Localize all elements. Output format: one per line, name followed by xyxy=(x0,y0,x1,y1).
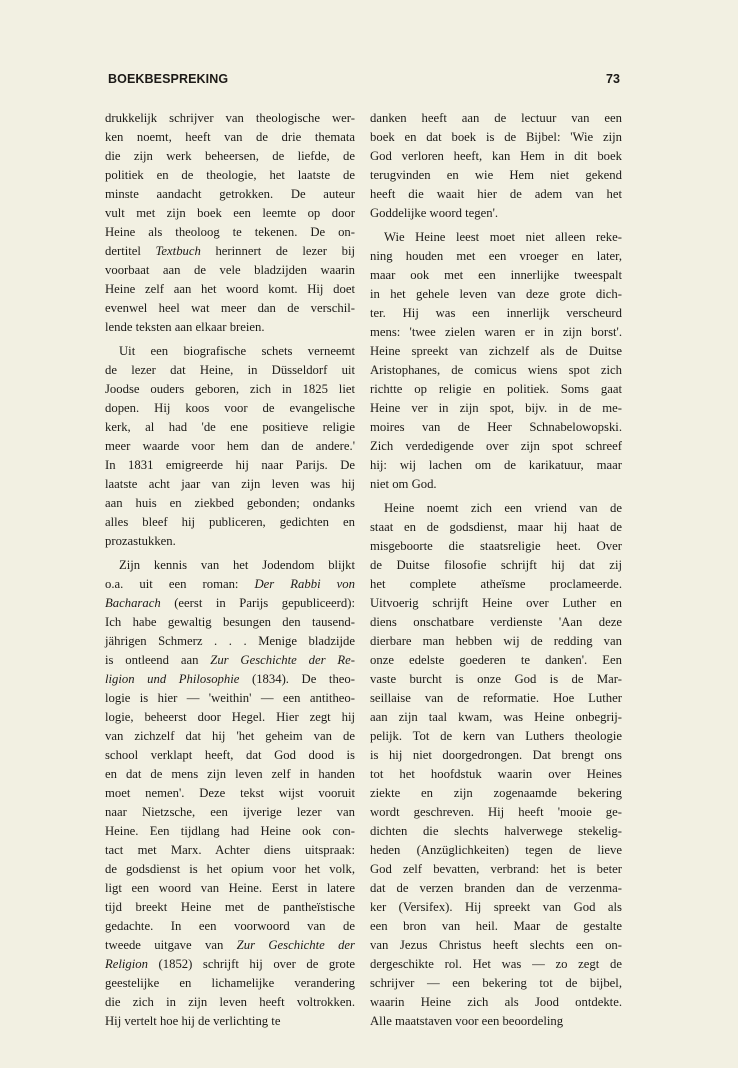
text-line: Heine als theoloog te tekenen. De on- xyxy=(105,225,355,239)
text-line: God zelf bevatten, verbrand: het is beter xyxy=(370,862,622,876)
text-line: is hij niet doorgedrongen. Dat brengt ons xyxy=(370,748,622,762)
text-line: onze edelste goederen te danken'. Een xyxy=(370,653,622,667)
text-line: wordt geschreven. Hij heeft 'mooie ge- xyxy=(370,805,622,819)
text-line: van Jezus Christus heeft slechts een on- xyxy=(370,938,622,952)
text-line: Alle maatstaven voor een beoordeling xyxy=(370,1014,564,1028)
text-line: ken noemt, heeft van de drie themata xyxy=(105,130,355,144)
text-line: logie is hier — 'weithin' — een antitheo- xyxy=(105,691,355,705)
text-line: kerk, al had 'de ene positieve religie xyxy=(105,420,355,434)
text-line: aan zijn taal kwam, was Heine onbegrij- xyxy=(370,710,622,724)
text-line: evenwel heel wat meer dan de verschil- xyxy=(105,301,355,315)
text-line: dat de verzen branden dan de verzenma- xyxy=(370,881,622,895)
text-line: diens onschatbare verdienste 'Aan deze xyxy=(370,615,622,629)
text-line: de Duitse filosofie schrijft hij dat zij xyxy=(370,558,622,572)
text-line: danken heeft aan de lectuur van een xyxy=(370,111,622,125)
text-line: Religion (1852) schrijft hij over de grote xyxy=(105,957,355,971)
text-line: Ich habe gewaltig besungen den tausend- xyxy=(105,615,355,629)
text-line: ligion und Philosophie (1834). De theo- xyxy=(105,672,355,686)
text-line: ter. Hij was een innerlijk verscheurd xyxy=(370,306,622,320)
text-line: tact met Marx. Achter diens uitspraak: xyxy=(105,843,355,857)
text-line: Zich verdedigende over zijn spot schreef xyxy=(370,439,622,453)
text-line: voorbaat aan de vele bladzijden waarin xyxy=(105,263,355,277)
text-line: alles bleef hij publiceren, gedichten en xyxy=(105,515,355,529)
text-line: naar Nietzsche, een ijverige lezer van xyxy=(105,805,355,819)
text-line: Aristophanes, de comicus wiens spot zich xyxy=(370,363,622,377)
text-line: tot het hoofdstuk waarin over Heines xyxy=(370,767,622,781)
text-line: dertitel Textbuch herinnert de lezer bij xyxy=(105,244,355,258)
text-line: vaste burcht is onze God is de Mar- xyxy=(370,672,622,686)
text-line: Heine noemt zich een vriend van de xyxy=(384,501,622,515)
text-line: Bacharach (eerst in Parijs gepubliceerd): xyxy=(105,596,355,610)
text-line: Zijn kennis van het Jodendom blijkt xyxy=(119,558,355,572)
text-line: dichten die slechts halverwege stekelig- xyxy=(370,824,622,838)
text-line: prozastukken. xyxy=(105,534,176,548)
text-line: die zich in zijn leven heeft voltrokken. xyxy=(105,995,355,1009)
text-line: geestelijke en lichamelijke verandering xyxy=(105,976,355,990)
text-line: Heine ver in zijn spot, bijv. in de me- xyxy=(370,401,622,415)
text-line: staat en de godsdienst, maar hij haat de xyxy=(370,520,622,534)
text-line: de lezer dat Heine, in Düsseldorf uit xyxy=(105,363,355,377)
text-line: ker (Versifex). Hij spreekt van God als xyxy=(370,900,622,914)
text-line: richtte op religie en politiek. Soms gaat xyxy=(370,382,622,396)
text-line: Heine spreekt van zichzelf als de Duitse xyxy=(370,344,622,358)
text-line: laatste acht jaar van zijn leven was hij xyxy=(105,477,355,491)
text-line: een bron van heil. Maar de gestalte xyxy=(370,919,622,933)
text-line: dopen. Hij koos voor de evangelische xyxy=(105,401,355,415)
text-line: Heine zelf aan het woord komt. Hij doet xyxy=(105,282,355,296)
text-line: ligt een woord van Heine. Eerst in latere xyxy=(105,881,355,895)
text-line: terugvinden en wie Hem niet gekend xyxy=(370,168,622,182)
text-line: Goddelijke woord tegen'. xyxy=(370,206,499,220)
text-line: moires van de Heer Schnabelowopski. xyxy=(370,420,622,434)
text-line: Wie Heine leest moet niet alleen reke- xyxy=(384,230,622,244)
text-line: waarin Heine zich als Jood ontdekte. xyxy=(370,995,622,1009)
text-line: schrijver — een bekering tot de bijbel, xyxy=(370,976,622,990)
text-line: Uit een biografische schets verneemt xyxy=(119,344,355,358)
text-line: van zichzelf dat hij 'het geheim van de xyxy=(105,729,355,743)
text-line: dierbare man hebben wij de redding van xyxy=(370,634,622,648)
text-line: dergeschikte rol. Het was — zo zegt de xyxy=(370,957,622,971)
running-header-title: BOEKBESPREKING xyxy=(108,72,229,86)
text-line: niet om God. xyxy=(370,477,437,491)
text-line: gedachte. In een voorwoord van de xyxy=(105,919,355,933)
text-line: de godsdienst is het opium voor het volk, xyxy=(105,862,355,876)
text-line: drukkelijk schrijver van theologische wer- xyxy=(105,111,355,125)
text-line: school verklapt heeft, dat God dood is xyxy=(105,748,355,762)
left-text-column xyxy=(105,109,355,1031)
text-line: het complete atheïsme proclameerde. xyxy=(370,577,622,591)
page-number: 73 xyxy=(606,72,620,86)
text-line: heeft die waait hier de adem van het xyxy=(370,187,622,201)
text-line: Joodse ouders geboren, zich in 1825 liet xyxy=(105,382,355,396)
text-line: moet nemen'. Deze tekst wijst vooruit xyxy=(105,786,355,800)
text-line: in het gehele leven van deze grote dich- xyxy=(370,287,622,301)
text-line: is ontleend aan Zur Geschichte der Re- xyxy=(105,653,355,667)
text-line: aan huis en ziekbed gebonden; ondanks xyxy=(105,496,355,510)
text-line: boek en dat boek is de Bijbel: 'Wie zijn xyxy=(370,130,622,144)
text-line: hij: wij lachen om de karikatuur, maar xyxy=(370,458,622,472)
text-line: meer waarde voor hem dan de andere.' xyxy=(105,439,355,453)
text-line: maar ook met een innerlijke tweespalt xyxy=(370,268,622,282)
text-line: Heine. Een tijdlang had Heine ook con- xyxy=(105,824,355,838)
text-line: pelijk. Tot de kern van Luthers theologie xyxy=(370,729,622,743)
text-line: seillaise van de reformatie. Hoe Luther xyxy=(370,691,622,705)
text-line: minste aandacht getrokken. De auteur xyxy=(105,187,355,201)
text-line: logie, beheerst door Hegel. Hier zegt hij xyxy=(105,710,355,724)
text-line: ziekte en zijn zogenaamde bekering xyxy=(370,786,622,800)
text-line: heden (Anzüglichkeiten) tegen de lieve xyxy=(370,843,622,857)
text-line: jährigen Schmerz . . . Menige bladzijde xyxy=(105,634,355,648)
text-line: mens: 'twee zielen waren er in zijn borst'. xyxy=(370,325,622,339)
text-line: o.a. uit een roman: Der Rabbi von xyxy=(105,577,355,591)
text-line: lende teksten aan elkaar breien. xyxy=(105,320,265,334)
text-line: In 1831 emigreerde hij naar Parijs. De xyxy=(105,458,355,472)
text-line: en dat de mens zijn leven zelf in handen xyxy=(105,767,355,781)
text-line: Uitvoerig schrijft Heine over Luther en xyxy=(370,596,622,610)
text-line: tijd breekt Heine met de pantheïstische xyxy=(105,900,355,914)
text-line: tweede uitgave van Zur Geschichte der xyxy=(105,938,355,952)
text-line: vult met zijn boek een leemte op door xyxy=(105,206,355,220)
text-line: God verloren heeft, kan Hem in dit boek xyxy=(370,149,622,163)
text-line: misgeboorte die staatsreligie heet. Over xyxy=(370,539,622,553)
text-line: Hij vertelt hoe hij de verlichting te xyxy=(105,1014,281,1028)
text-line: die zijn werk beheersen, de liefde, de xyxy=(105,149,355,163)
right-text-column xyxy=(370,109,622,1031)
text-line: ning houden met een vroeger en later, xyxy=(370,249,622,263)
text-line: politiek en de theologie, het laatste de xyxy=(105,168,355,182)
